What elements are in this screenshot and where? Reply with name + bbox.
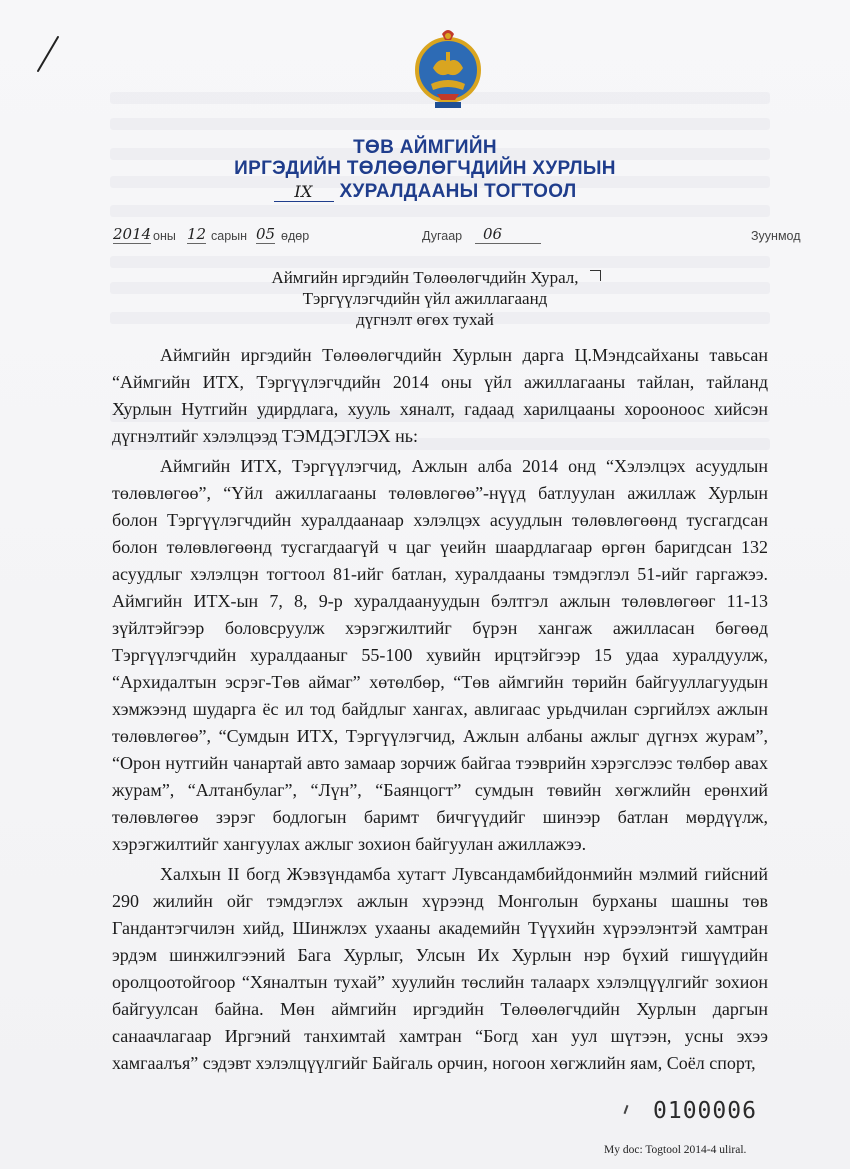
header-line-3-text: ХУРАЛДААНЫ ТОГТООЛ [339, 181, 577, 202]
title-line-1: Аймгийн иргэдийн Төлөөлөгчдийн Хурал, [271, 268, 579, 287]
paragraph-1: Аймгийн иргэдийн Төлөөлөгчдийн Хурлын дарга Ц.Мэндсайханы тавьсан “Аймгийн ИТХ, Тэргүүлэгчдийн 2014 оны үйл ажиллагааны тайлан, тайланд Хурлын Нутгийн удирдлага, хууль хяналт, гадаад харилцааны хорооноос хийсэн дүгнэлтийг хэлэлцээд ТЭМДЭГЛЭХ нь: [112, 345, 768, 446]
title-line-3: дүгнэлт өгөх тухай [356, 310, 494, 329]
header-line-1: ТӨВ АЙМГИЙН [353, 137, 497, 158]
handwritten-mark-icon [28, 35, 68, 75]
number-label: Дугаар [422, 229, 463, 243]
header-line-2: ИРГЭДИЙН ТӨЛӨӨЛӨГЧДИЙН ХУРЛЫН [234, 158, 616, 179]
paragraph-3: Халхын II богд Жэвзүндамба хутагт Лувсандамбийдонмийн мэлмий гийсний 290 жилийн ойг тэмдэглэх ажлын хүрээнд Монголын бурханы шашны төв Гандантэгчилэн хийд, Шинжлэх ухааны академийн Түүхийн хүрээлэнтэй хамтран эрдэм шинжилгээний Бага Хурлыг, Улсын Их Хурлын нэр бүхий гишүүдийн оролцоотойгоор “Хяналтын тухай” хуулийн төслийн талаарх хэлэлцүүлгийг зохион байгуулсан байна. Мөн аймгийн иргэдийн Төлөөлөгчдийн Хурлын даргын санаачлагаар Иргэний танхимтай хамтран “Богд хан уул шүтээн, усны эхээ хамгаалъя” сэдэвт хэлэлцүүлгийг Байгаль орчин, ногоон хөгжлийн яам, Соёл спорт, [112, 864, 768, 1073]
date-month-suffix: сарын [211, 229, 248, 243]
header-line-3 [0, 181, 850, 203]
footer-filename: My doc: Togtool 2014-4 uliral. [604, 1144, 747, 1156]
dateline [113, 225, 810, 247]
title-line-2: Тэргүүлэгчдийн үйл ажиллагаанд [302, 289, 548, 308]
stamp-number: 0100006 [653, 1098, 757, 1124]
bleed-through-line [110, 205, 770, 217]
title-corner-mark [590, 270, 601, 281]
date-day-suffix: өдөр [281, 229, 310, 243]
document-number: 06 [475, 225, 541, 244]
bleed-through-line [110, 256, 770, 268]
date-year-suffix: оны [153, 229, 176, 243]
session-number: IX [274, 182, 334, 202]
date-day: 05 [256, 225, 276, 243]
bleed-through-line [110, 118, 770, 130]
margin-tick-mark [624, 1105, 629, 1114]
paragraph-2: Аймгийн ИТХ, Тэргүүлэгчид, Ажлын алба 2014 онд “Хэлэлцэх асуудлын төлөвлөгөө”, “Үйл ажиллагааны төлөвлөгөө”-нүүд батлуулан ажиллаж Хурлын болон Тэргүүлэгчдийн хуралдаанаар хэлэлцэх асуудлын төлөвлөгөөнд тусгагдсан болон төлөвлөгөөнд тусгагдаагүй ч цаг үеийн шаардлагаар өргөн баригдсан 132 асуудлыг хэлэлцэн тогтоол 81-ийг батлан, хуралдааны тэмдэглэл 51-ийг гаргажээ. Аймгийн ИТХ-ын 7, 8, 9-р хуралдаануудын бэлтгэл ажлын төлөвлөгөөг 11-13 зүйлтэйгээр боловсруулж хэрэгжилтийг бүрэн хангаж ажилласан бөгөөд Тэргүүлэгчдийн хуралдааныг 55-100 хувийн ирцтэйгээр 15 удаа хуралдуулж, “Архидалтын эсрэг-Төв аймаг” хөтөлбөр, “Төв аймгийн төрийн байгууллагуудын хэмжээнд шударга ёс ил тод байдлыг хангах, авлигаас урьдчилан сэргийлэх ажлын төлөвлөгөө”, “Сумдын ИТХ, Тэргүүлэгчид, Ажлын албаны ажлыг дүгнэх журам”, “Орон нутгийн чанартай авто замаар зорчиж байгаа тээврийн хэрэгслээс төлбөр авах журам”, “Алтанбулаг”, “Лүн”, “Баянцогт” сумдын төвийн хөгжлийн ерөнхий төлөвлөгөө зэрэг бодлогын баримт бичгүүдийг шинээр батлан мөрдүүлж, хэрэгжилтийг хангуулах ажлыг зохион байгуулан ажиллажээ. [112, 456, 768, 854]
place-name: Зуунмод [751, 229, 801, 243]
state-emblem-icon [413, 28, 483, 112]
date-year: 2014 [113, 225, 152, 243]
document-body [112, 342, 768, 1080]
date-month: 12 [187, 225, 207, 243]
